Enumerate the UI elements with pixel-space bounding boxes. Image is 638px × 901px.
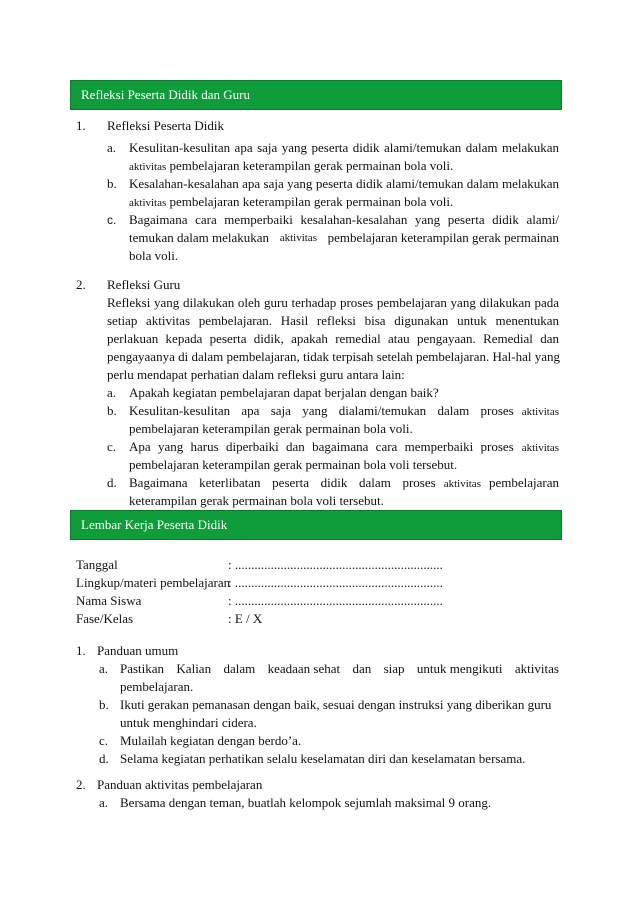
- text-span: aktivitas: [514, 661, 559, 676]
- list-marker: a.: [107, 140, 117, 155]
- list-marker: d.: [107, 475, 117, 490]
- small-word: aktivitas: [129, 197, 167, 209]
- text-span: temukan dalam melakukan: [129, 230, 270, 245]
- small-word: aktivitas: [443, 478, 481, 490]
- list-text: Mulailah kegiatan dengan berdo’a.: [120, 733, 302, 748]
- list-text: untuk menghindari cidera.: [120, 715, 257, 730]
- list-marker: c.: [99, 733, 109, 748]
- text-span: Kesulitan-kesulitan apa saja yang dialami/temukan dalam proses: [129, 403, 514, 418]
- list-text: pembelajaran keterampilan gerak permainan bola voli tersebut.: [129, 457, 458, 472]
- text-span: siap: [383, 661, 405, 676]
- paragraph-line: perlu mendapat perhatian dalam refleksi guru antara lain:: [107, 367, 405, 382]
- list-text: [129, 193, 453, 212]
- text-span: untuk mengikuti: [416, 661, 503, 676]
- paragraph-line: setiap aktivitas pembelajaran. Hasil refleksi bisa digunakan untuk menentukan: [107, 313, 559, 328]
- list-number: 1.: [76, 118, 86, 133]
- list-text: [129, 229, 559, 247]
- small-word: aktivitas: [521, 442, 559, 454]
- list-text: Kesalahan-kesalahan apa saja yang peserta didik alami/temukan dalam melakukan: [129, 176, 559, 191]
- item-title: Refleksi Peserta Didik: [107, 118, 224, 133]
- field-label: Fase/Kelas: [76, 611, 134, 626]
- text-span: Pastikan: [120, 661, 165, 676]
- field-value: : E / X: [228, 611, 263, 626]
- text-span: pembelajaran keterampilan gerak permainan bola voli.: [166, 194, 454, 209]
- list-number: 2.: [76, 777, 86, 792]
- field-label: Nama Siswa: [76, 593, 142, 608]
- list-text: pembelajaran.: [120, 679, 194, 694]
- text-span: Kalian: [176, 661, 212, 676]
- small-word: aktivitas: [129, 161, 167, 173]
- list-marker: b.: [107, 176, 117, 191]
- list-text: bola voli.: [129, 248, 179, 263]
- list-text: Kesulitan-kesulitan apa saja yang peserta didik alami/temukan dalam melakukan: [129, 140, 559, 155]
- small-word: aktivitas: [279, 232, 317, 244]
- list-text: [120, 660, 559, 678]
- field-label: Lingkup/materi pembelajaran: [76, 575, 231, 590]
- list-text: Bagaimana cara memperbaiki kesalahan-kesalahan yang peserta didik alami/: [129, 212, 559, 227]
- text-span: keadaan sehat: [267, 661, 341, 676]
- text-span: pembelajaran keterampilan gerak permainan: [327, 230, 559, 245]
- list-text: [129, 474, 559, 493]
- list-text: [129, 157, 453, 176]
- section-banner-lembar-kerja: Lembar Kerja Peserta Didik: [70, 510, 562, 540]
- text-span: dan: [352, 661, 372, 676]
- paragraph-line: Refleksi yang dilakukan oleh guru terhadap proses pembelajaran yang dilakukan pada: [107, 295, 559, 310]
- field-value[interactable]: : ................................................................: [228, 557, 443, 572]
- list-marker: a.: [107, 385, 117, 400]
- list-text: pembelajaran keterampilan gerak permainan bola voli.: [129, 421, 413, 436]
- item-title: Refleksi Guru: [107, 277, 181, 292]
- paragraph-line: perlakuan kepada peserta didik, apakah remedial atau pengayaan. Remedial dan: [107, 331, 559, 346]
- list-marker: b.: [107, 403, 117, 418]
- list-text: [129, 438, 559, 457]
- list-text: Apakah kegiatan pembelajaran dapat berjalan dengan baik?: [129, 385, 439, 400]
- list-marker: b.: [99, 697, 109, 712]
- list-marker: a.: [99, 795, 109, 810]
- list-number: 2.: [76, 277, 86, 292]
- text-span: Apa yang harus diperbaiki dan bagaimana cara memperbaiki proses: [129, 439, 514, 454]
- item-title: Panduan aktivitas pembelajaran: [97, 777, 263, 792]
- list-marker: c.: [107, 213, 117, 227]
- text-span: Bagaimana keterlibatan peserta didik dalam proses: [129, 475, 436, 490]
- list-marker: c.: [107, 439, 117, 454]
- list-text: [129, 402, 559, 421]
- item-title: Panduan umum: [97, 643, 179, 658]
- list-number: 1.: [76, 643, 86, 658]
- field-value[interactable]: : ................................................................: [228, 593, 443, 608]
- text-span: pembelajaran: [488, 475, 559, 490]
- section-banner-refleksi: Refleksi Peserta Didik dan Guru: [70, 80, 562, 110]
- field-value[interactable]: : ................................................................: [228, 575, 443, 590]
- list-text: Ikuti gerakan pemanasan dengan baik, sesuai dengan instruksi yang diberikan guru: [120, 697, 552, 712]
- paragraph-line: pengayaanya di dalam pembelajaran, tidak terpisah setelah pembelajaran. Hal-hal yang: [107, 349, 560, 364]
- list-marker: d.: [99, 751, 109, 766]
- list-text: keterampilan gerak permainan bola voli tersebut.: [129, 493, 384, 508]
- field-label: Tanggal: [76, 557, 118, 572]
- text-span: pembelajaran keterampilan gerak permainan bola voli.: [166, 158, 454, 173]
- list-text: Selama kegiatan perhatikan selalu keselamatan diri dan keselamatan bersama.: [120, 751, 526, 766]
- text-span: dalam: [223, 661, 256, 676]
- list-text: Bersama dengan teman, buatlah kelompok sejumlah maksimal 9 orang.: [120, 795, 492, 810]
- small-word: aktivitas: [521, 406, 559, 418]
- list-marker: a.: [99, 661, 109, 676]
